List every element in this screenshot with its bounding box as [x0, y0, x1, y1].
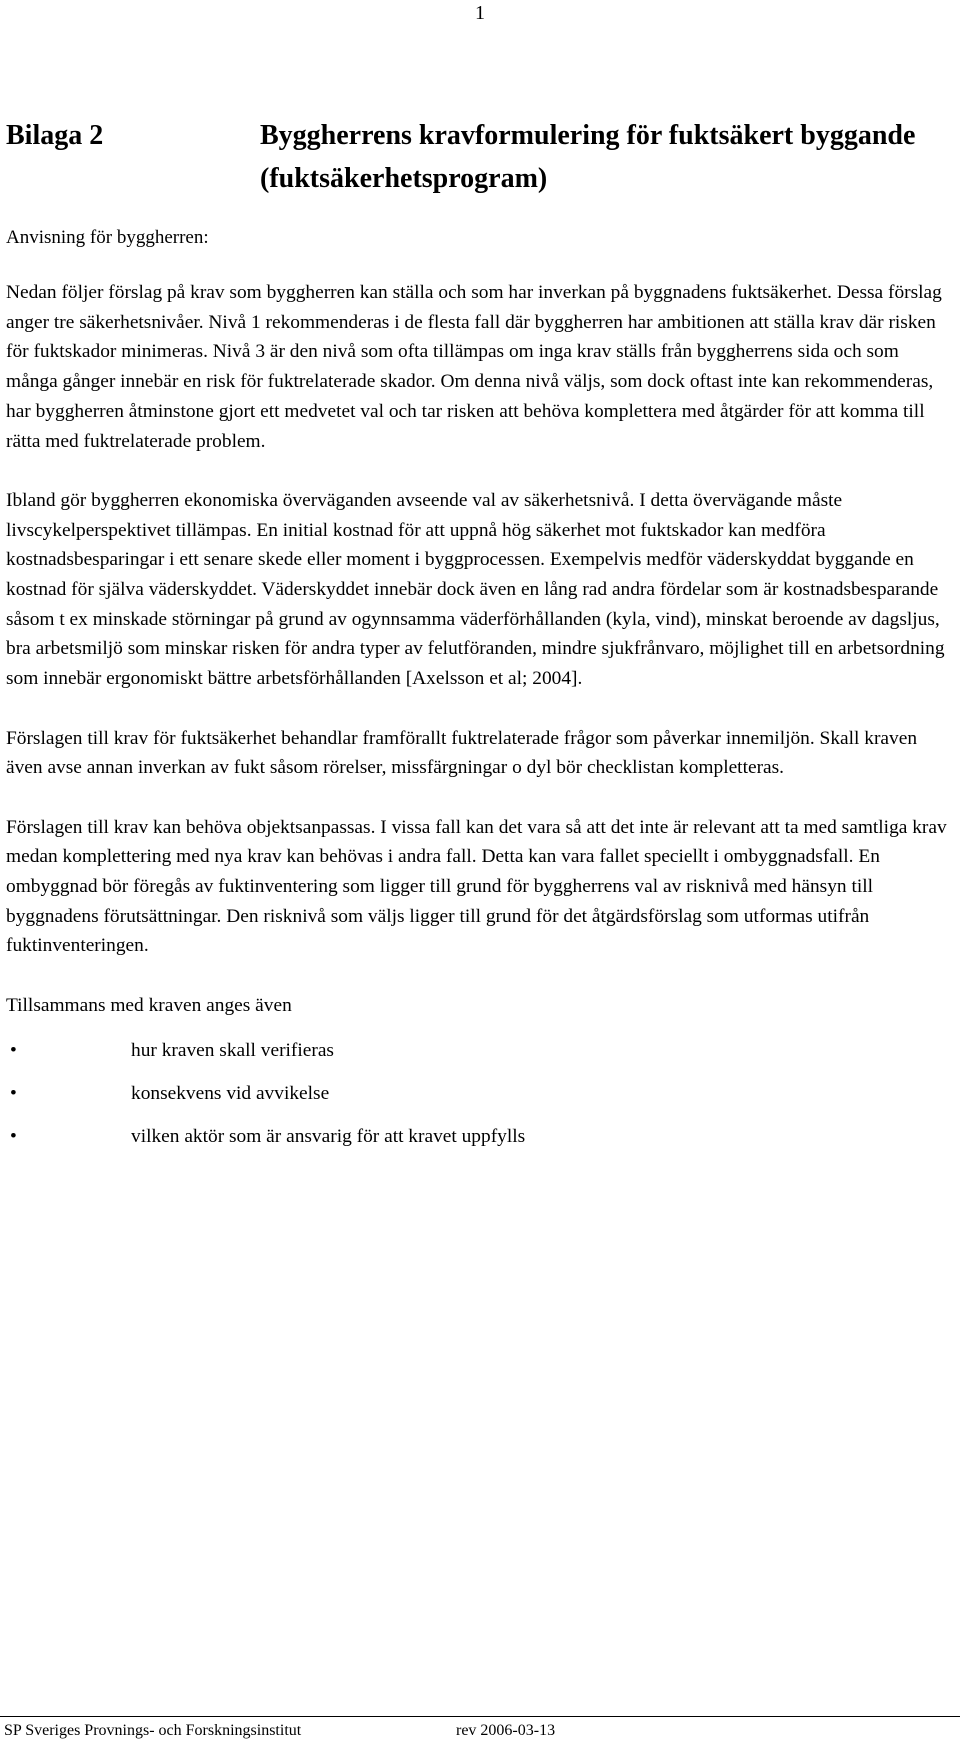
- footer-organization: SP Sveriges Provnings- och Forskningsinstitut: [4, 1722, 302, 1739]
- list-item-text: hur kraven skall verifieras: [131, 1039, 334, 1061]
- document-title: Byggherrens kravformulering för fuktsäkert byggande (fuktsäkerhetsprogram): [260, 120, 916, 194]
- list-item-text: konsekvens vid avvikelse: [131, 1082, 330, 1104]
- bullet-icon: •: [10, 1126, 17, 1148]
- footer-revision: rev 2006-03-13: [456, 1722, 556, 1739]
- document-body: [6, 278, 950, 1166]
- list-item: [6, 1079, 950, 1109]
- paragraph-list-intro: Tillsammans med kraven anges även: [6, 994, 292, 1016]
- paragraph-economics: Ibland gör byggherren ekonomiska överväganden avseende val av säkerhetsnivå. I detta övervägande måste livscykelperspektivet tillämpas. En initial kostnad för att uppnå hög säkerhet mot fuktskador kan medföra kostnadsbesparingar i ett senare skede eller moment i byggprocessen. Exempelvis medför väderskyddat byggande en kostnad för själva väderskyddet. Väderskyddet innebär dock även en lång rad andra fördelar som är kostnadsbesparande såsom t ex minskade störningar på grund av ogynnsamma väderförhållanden (kyla, vind), minskat beroende av dagsljus, bra arbetsmiljö som minskar risken för andra typer av felutföranden, mindre sjukfrånvaro, möjlighet till en arbetsordning som innebär ergonomiskt bättre arbetsförhållanden [Axelsson et al; 2004].: [6, 489, 945, 690]
- appendix-label: Bilaga 2: [6, 120, 104, 151]
- list-item: [6, 1122, 950, 1152]
- paragraph-safety-levels: Nedan följer förslag på krav som byggherren kan ställa och som har inverkan på byggnadens fuktsäkerhet. Dessa förslag anger tre säkerhetsnivåer. Nivå 1 rekommenderas i de flesta fall där byggherren har ambitionen att ställa krav där risken för fuktskador minimeras. Nivå 3 är den nivå som ofta tillämpas om inga krav ställs från byggherrens sida och som många gånger innebär en risk för fuktrelaterade skador. Om denna nivå väljs, som dock oftast inte kan rekommenderas, har byggherren åtminstone gjort ett medvetet val och tar risken att behöva komplettera med åtgärder för att komma till rätta med fuktrelaterade problem.: [6, 282, 942, 452]
- requirements-list: [6, 1036, 950, 1152]
- list-item: [6, 1036, 950, 1066]
- paragraph-indoor-environment: Förslagen till krav för fuktsäkerhet behandlar framförallt fuktrelaterade frågor som påverkar innemiljön. Skall kraven även avse annan inverkan av fukt såsom rörelser, missfärgningar o dyl bör checklistan kompletteras.: [6, 727, 918, 779]
- paragraph-object-adaptation: Förslagen till krav kan behöva objektsanpassas. I vissa fall kan det vara så att det inte är relevant att ta med samtliga krav medan komplettering med nya krav kan behövas i andra fall. Detta kan vara fallet speciellt i ombyggnadsfall. En ombyggnad bör föregås av fuktinventering som ligger till grund för byggherrens val av risknivå med hänsyn till byggnadens förutsättningar. Den risknivå som väljs ligger till grund för det åtgärdsförslag som utformas utifrån fuktinventeringen.: [6, 816, 947, 957]
- page-number: 1: [475, 2, 485, 24]
- instruction-heading: Anvisning för byggherren:: [6, 227, 209, 248]
- bullet-icon: •: [10, 1082, 17, 1104]
- list-item-text: vilken aktör som är ansvarig för att kravet uppfylls: [131, 1126, 526, 1148]
- bullet-icon: •: [10, 1039, 17, 1061]
- footer-divider: [0, 1716, 960, 1717]
